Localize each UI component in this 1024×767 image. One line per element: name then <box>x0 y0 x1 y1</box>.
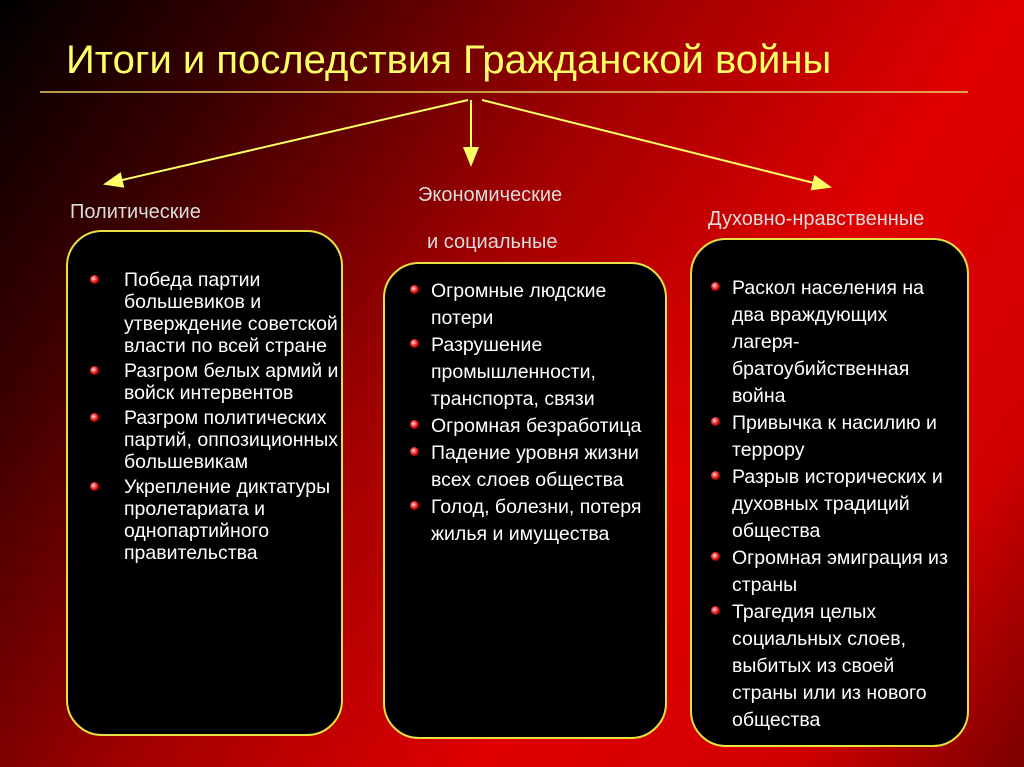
bullet-icon <box>410 420 419 429</box>
bullet-icon <box>711 552 720 561</box>
list-item: Разгром политических партий, оппозиционных большевикам <box>68 407 341 473</box>
header-economic-2: и социальные <box>427 231 558 253</box>
list-item: Раскол населения на два враждующих лагеря- братоубийственная война <box>708 275 959 410</box>
bullet-icon <box>410 501 419 510</box>
list-item: Укрепление диктатуры пролетариата и однопартийного правительства <box>68 476 341 564</box>
list-item: Трагедия целых социальных слоев, выбитых из своей страны или из нового общества <box>708 599 959 734</box>
bullet-icon <box>711 606 720 615</box>
header-economic-1: Экономические <box>418 184 563 206</box>
bullet-icon <box>90 366 99 375</box>
bullet-icon <box>410 285 419 294</box>
header-political: Политические <box>70 201 201 223</box>
list-item: Голод, болезни, потеря жилья и имущества <box>407 494 655 548</box>
economic-box <box>383 262 667 739</box>
bullet-icon <box>711 282 720 291</box>
slide-title: Итоги и последствия Гражданской войны <box>66 38 832 82</box>
bullet-icon <box>711 417 720 426</box>
bullet-icon <box>90 275 99 284</box>
header-spiritual: Духовно-нравственные <box>708 208 925 230</box>
list-item: Падение уровня жизни всех слоев общества <box>407 440 655 494</box>
bullet-icon <box>90 482 99 491</box>
arrow-left <box>105 100 468 184</box>
list-item: Разгром белых армий и войск интервентов <box>68 360 341 404</box>
list-item: Разрушение промышленности, транспорта, связи <box>407 332 655 413</box>
arrow-right <box>482 100 830 187</box>
political-box <box>66 230 343 736</box>
list-item: Разрыв исторических и духовных традиций общества <box>708 464 959 545</box>
bullet-icon <box>410 339 419 348</box>
bullet-icon <box>711 471 720 480</box>
list-item: Огромная эмиграция из страны <box>708 545 959 599</box>
list-item: Привычка к насилию и террору <box>708 410 959 464</box>
spiritual-box <box>690 238 969 747</box>
list-item: Огромные людские потери <box>407 278 655 332</box>
list-item: Огромная безработица <box>407 413 655 440</box>
bullet-icon <box>90 413 99 422</box>
list-item: Победа партии большевиков и утверждение советской власти по всей стране <box>68 269 341 357</box>
bullet-icon <box>410 447 419 456</box>
